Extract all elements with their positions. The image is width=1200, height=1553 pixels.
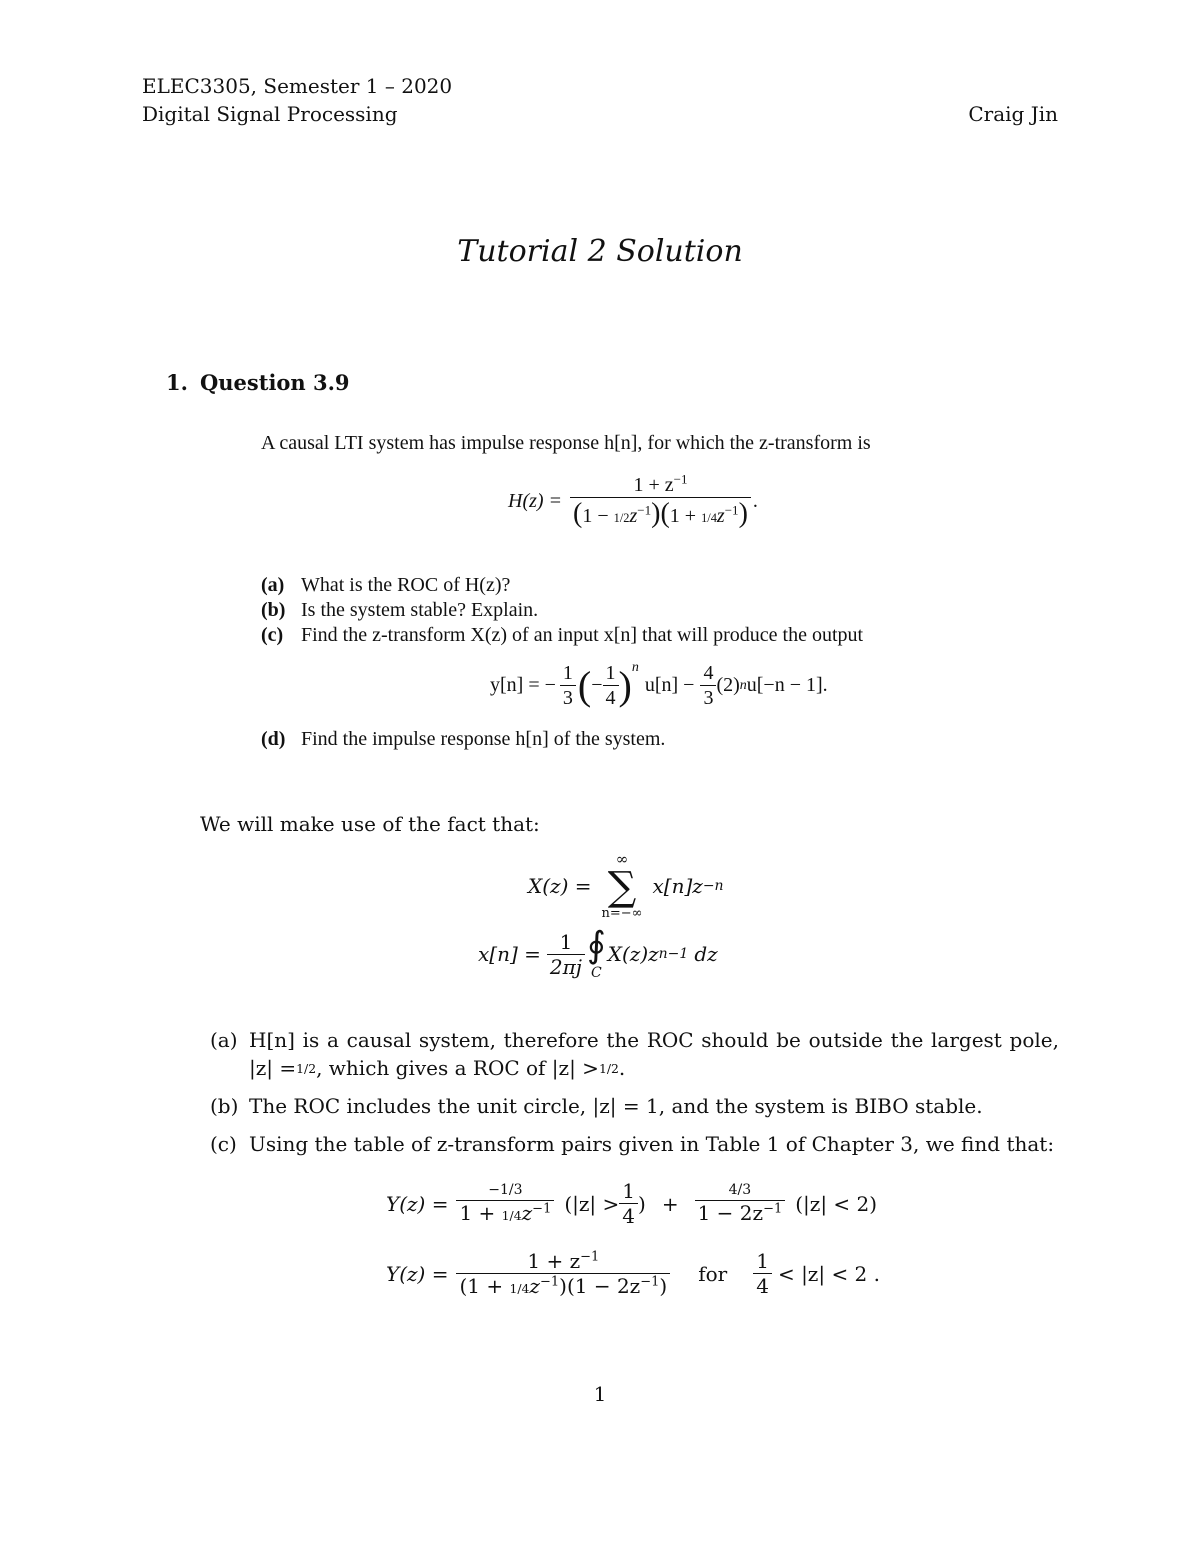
H-den-exp-2: −1 (724, 502, 739, 518)
y-mid: u[n] − (644, 674, 695, 696)
answer-a-line2: |z| = 1/2 , which gives a ROC of |z| > 1/2 . (249, 1056, 626, 1080)
page-number: 1 (593, 1382, 607, 1406)
X-rhs: x[n]z (652, 874, 703, 898)
author-name: Craig Jin (968, 102, 1058, 126)
Y1-lhs: Y(z) = (386, 1191, 449, 1216)
Y1-term-1: $\frac{-1/3}{1 + 1/4z^{-1}}$ (456, 1183, 554, 1223)
Y1-term-2: $\frac{4/3}{1 - 2z^{-1}}$ (695, 1183, 786, 1223)
sum-upper: ∞ (615, 850, 629, 868)
X-definition: X(z) = ∞ ∑ n=−∞ x[n]z −n (528, 850, 724, 921)
Y2-roc-frac: $\frac{1}{4}$ (753, 1250, 772, 1297)
question-heading: Question 3.9 (200, 370, 350, 395)
problem-part-a: (a) What is the ROC of H(z)? (261, 574, 511, 596)
x-dz: dz (694, 942, 718, 966)
answer-a-line1: H[n] is a causal system, therefore the ROC should be outside the largest pole, (249, 1028, 1059, 1052)
y-coef-2: $\frac{4}{3}$ (700, 662, 716, 709)
y-end: u[−n − 1]. (746, 674, 828, 696)
X-lhs: X(z) = (528, 874, 592, 898)
subject-line: Digital Signal Processing (142, 102, 398, 126)
y-equation: y[n] = − $\frac{1}{3}$ ( − $\frac{1}{4}$ ) n u[n] − $\frac{4}{3}$ (2) n u[−n − 1]. (490, 660, 828, 709)
Y1-plus: + (661, 1191, 679, 1216)
x-rhs: X(z)z (607, 942, 659, 966)
H-lhs: H(z) = (508, 490, 563, 513)
answer-b-label: (b) (210, 1094, 239, 1118)
problem-part-c: (c) Find the z-transform X(z) of an input x[n] that will produce the output (261, 624, 864, 646)
H-num-exp: −1 (673, 471, 688, 487)
x-coef: $\frac{1}{2\pi j}$ (547, 931, 585, 978)
H-den-z-2: z (716, 505, 725, 527)
problem-part-b: (b) Is the system stable? Explain. (261, 599, 539, 621)
problem-parts (261, 573, 863, 648)
Y2-lhs: Y(z) = (386, 1261, 449, 1286)
problem-intro: A causal LTI system has impulse response h[n], for which the z-transform is (261, 432, 871, 454)
answer-c-label: (c) (210, 1132, 237, 1156)
H-den-2: 1 + (669, 505, 702, 527)
contour-label: C (590, 965, 602, 981)
x-lhs: x[n] = (478, 942, 541, 966)
Y1-roc-2: (|z| < 2) (795, 1191, 878, 1216)
answer-c-text: Using the table of z-transform pairs given in Table 1 of Chapter 3, we find that: (249, 1132, 1055, 1156)
page-title: Tutorial 2 Solution (457, 234, 743, 269)
H-equation: H(z) = $\frac{1 + z^{-1}}{(1 - 1/2z^{-1})(1 + 1/4z^{-1})}$ . (508, 471, 758, 529)
answer-b-text: The ROC includes the unit circle, |z| = 1, and the system is BIBO stable. (249, 1094, 983, 1118)
H-den-exp-1: −1 (637, 502, 652, 518)
Y2-fraction: $\frac{1 + z^{-1}}{(1 + 1/4z^{-1})(1 - 2z^{-1})}$ (456, 1250, 670, 1297)
x-inverse: x[n] = $\frac{1}{2\pi j}$ ∮ C X(z)z n−1 dz (478, 925, 718, 981)
Y-combined (386, 1250, 880, 1297)
sum-lower: n=−∞ (601, 906, 643, 921)
Y1-roc-1: (|z| > (564, 1191, 620, 1216)
Y2-for: for (698, 1261, 728, 1286)
H-den-frac-1: 1/2 (613, 511, 630, 525)
H-den-frac-2: 1/4 (701, 511, 717, 525)
Y-partial-fraction: Y(z) = $\frac{-1/3}{1 + 1/4z^{-1}}$ (|z| > $\frac{1}{4}$ ) + $\frac{4/3}{1 - 2z^{-1}}$ (|z| < 2) (386, 1179, 878, 1228)
contour-integral-sign: ∮ (586, 925, 606, 966)
y-coef-1: $\frac{1}{3}$ (560, 662, 576, 709)
y-lhs: y[n] = − (490, 674, 556, 696)
H-numerator: 1 + z (633, 474, 674, 496)
question-number: 1. (166, 370, 188, 395)
y-tail: (2) (716, 674, 740, 696)
answer-a-label: (a) (210, 1028, 238, 1052)
H-den-1: 1 − (582, 505, 614, 527)
Y2-roc-end: < |z| < 2 . (777, 1261, 880, 1286)
H-den-z-1: z (629, 505, 638, 527)
Y1-roc-1-frac: $\frac{1}{4}$ (619, 1180, 638, 1227)
fact-intro: We will make use of the fact that: (200, 812, 540, 836)
course-line: ELEC3305, Semester 1 – 2020 (142, 74, 453, 98)
problem-part-d: (d) Find the impulse response h[n] of the system. (261, 728, 666, 750)
sum-sign: ∑ (607, 864, 637, 910)
y-paren-frac: $\frac{1}{4}$ (603, 662, 619, 709)
